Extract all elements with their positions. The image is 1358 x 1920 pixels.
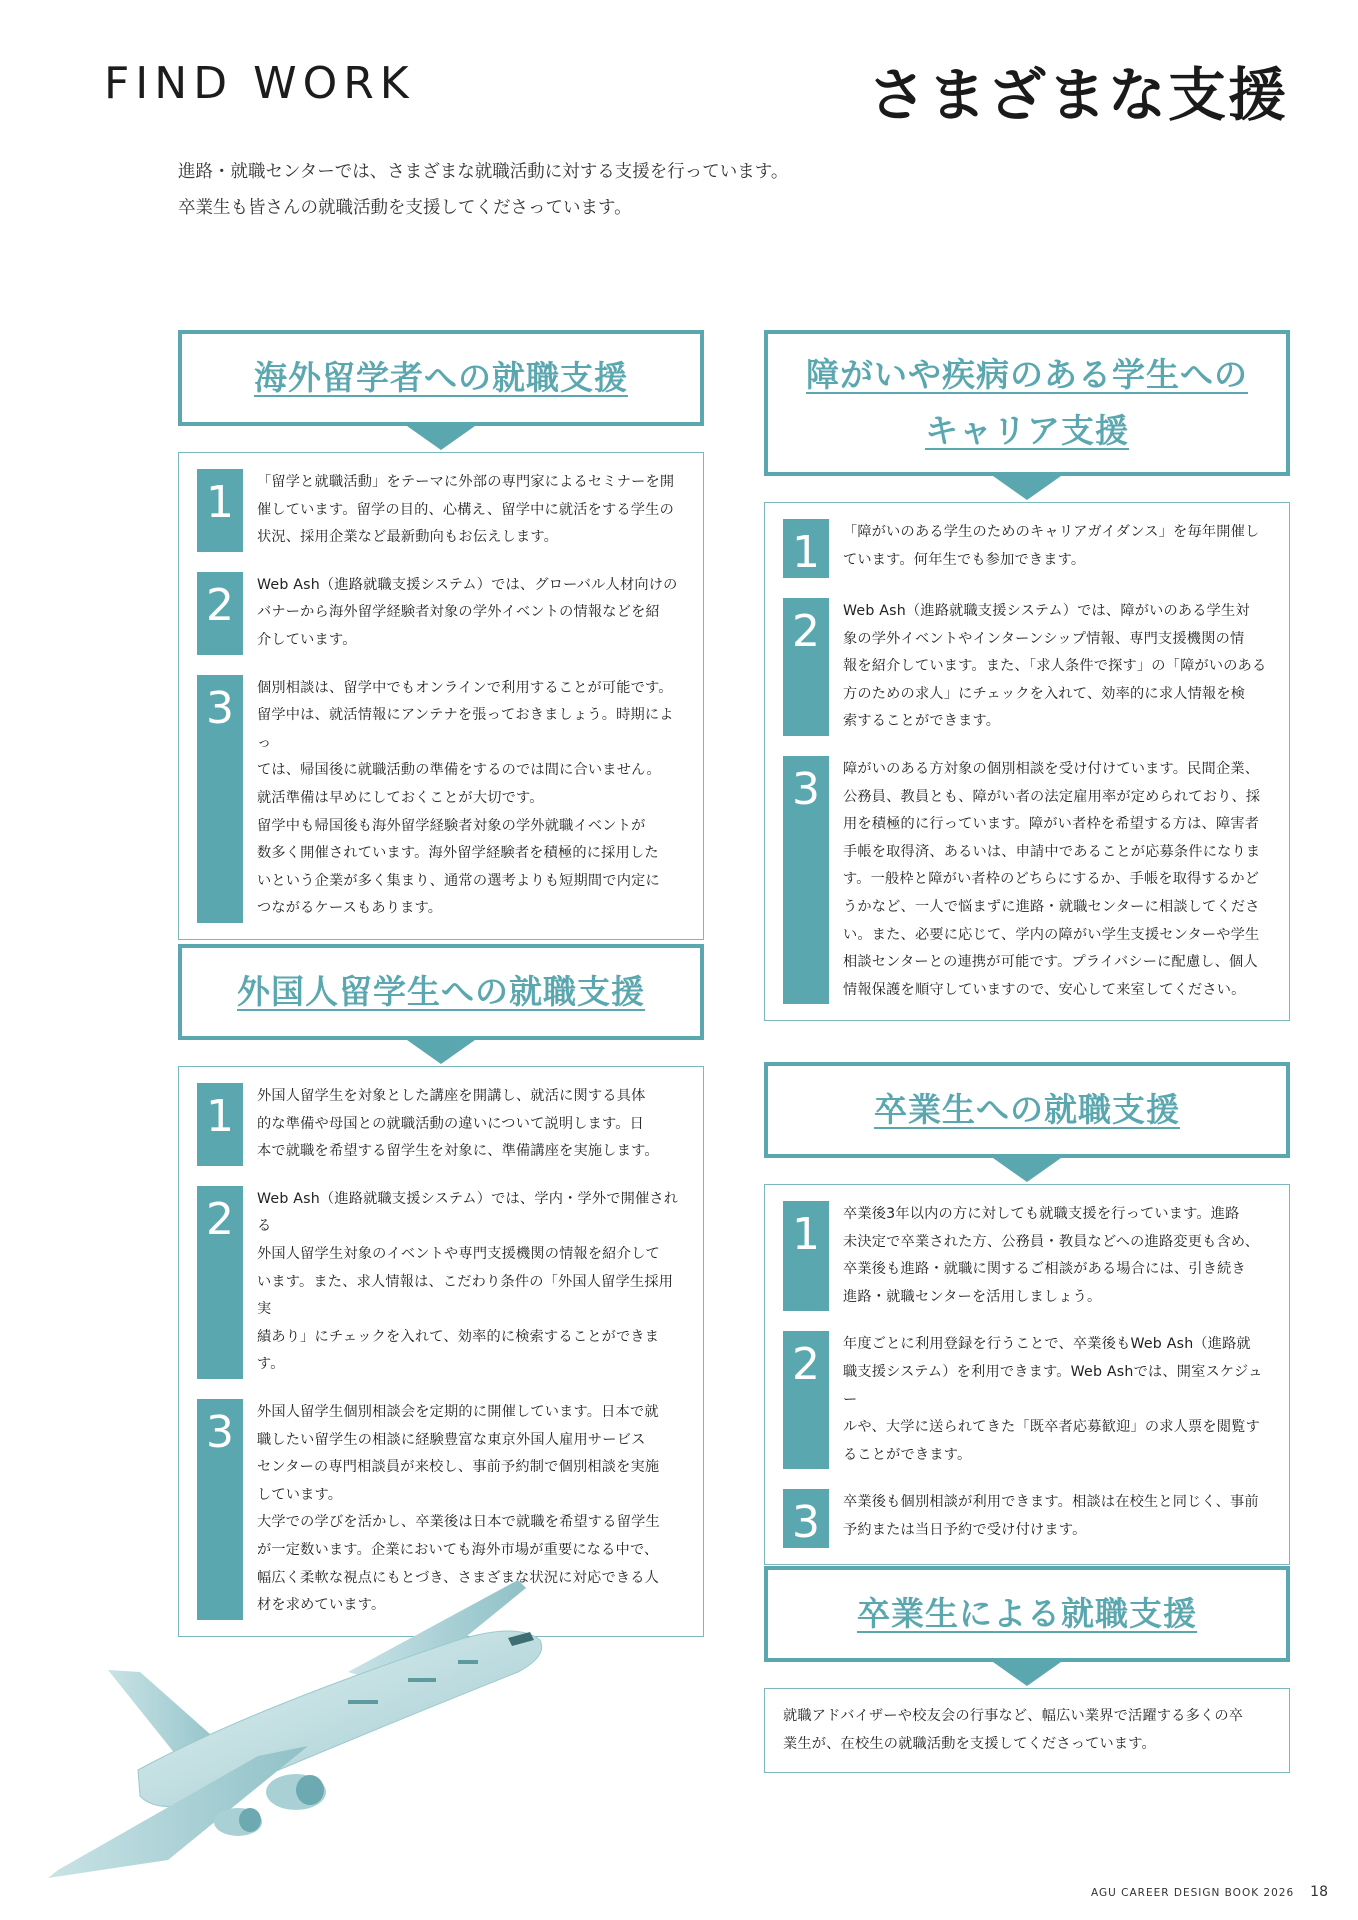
page-number: 18 <box>1310 1884 1328 1900</box>
section-overseas <box>178 330 704 940</box>
book-title: AGU CAREER DESIGN BOOK 2026 <box>1090 1887 1295 1899</box>
item-text: 「留学と就職活動」をテーマに外部の専門家によるセミナーを開 催しています。留学の目的、心構え、留学中に就活をする学生の 状況、採用企業など最新動向もお伝えします。 <box>257 474 675 546</box>
item-number: 1 <box>197 469 243 552</box>
section-heading <box>764 1062 1290 1158</box>
intro-line: 卒業生も皆さんの就職活動を支援してくださっています。 <box>178 198 632 218</box>
list-item <box>197 1186 685 1379</box>
item-text: 「障がいのある学生のためのキャリアガイダンス」を毎年開催し ています。何年生でも参加できます。 <box>843 524 1260 568</box>
section-heading <box>764 1566 1290 1662</box>
item-text: 外国人留学生を対象とした講座を開講し、就活に関する具体 的な準備や母国との就職活動の違いについて説明します。日 本で就職を希望する留学生を対象に、準備講座を実施します。 <box>257 1088 659 1160</box>
section-heading <box>178 944 704 1040</box>
item-text: 外国人留学生個別相談会を定期的に開催しています。日本で就 職したい留学生の相談に経験豊富な東京外国人雇用サービス センターの専門相談員が来校し、事前予約制で個別相談を実施 しています。 大学での学びを活かし、卒業後は日本で就職を希望する留学生 が一定数います。企業においても海外市場が重要になる中で、 幅広く柔軟な視点にもとづき、さまざまな状況に対応できる人 材を求めています。 <box>257 1403 660 1614</box>
item-text: Web Ash（進路就職支援システム）では、学内・学外で開催される 外国人留学生対象のイベントや専門支援機関の情報を紹介して います。また、求人情報は、こだわり条件の「外国人留学生採用実 績あり」にチェックを入れて、効率的に検索することができます。 <box>257 1190 679 1373</box>
item-text: 就職アドバイザーや校友会の行事など、幅広い業界で活躍する多くの卒 業生が、在校生の就職活動を支援してくださっています。 <box>783 1708 1244 1752</box>
item-number: 3 <box>783 756 829 1004</box>
list-item <box>783 519 1271 578</box>
section-foreign <box>178 944 704 1637</box>
intro-line: 進路・就職センターでは、さまざまな就職活動に対する支援を行っています。 <box>178 162 789 182</box>
pointer-arrow <box>407 426 475 450</box>
section-body <box>764 1688 1290 1773</box>
section-title-line2: キャリア支援 <box>925 411 1129 450</box>
item-text: Web Ash（進路就職支援システム）では、グローバル人材向けの バナーから海外留学経験者対象の学外イベントの情報などを紹 介しています。 <box>257 576 678 648</box>
page-footer <box>1091 1884 1328 1900</box>
item-text: 卒業後3年以内の方に対しても就職支援を行っています。進路 未決定で卒業された方、公務員・教員などへの進路変更も含め、 卒業後も進路・就職に関するご相談がある場合には、引き続き 進路・就職センターを活用しましょう。 <box>843 1206 1260 1305</box>
section-graduates <box>764 1062 1290 1565</box>
item-number: 2 <box>197 1186 243 1379</box>
section-body <box>178 1066 704 1637</box>
list-item <box>783 1489 1271 1548</box>
item-number: 3 <box>783 1489 829 1548</box>
intro-text <box>178 154 788 226</box>
item-text: 障がいのある方対象の個別相談を受け付けています。民間企業、 公務員、教員とも、障がい者の法定雇用率が定められており、採 用を積極的に行っています。障がい者枠を希望する方は、障害者 手帳を取得済、あるいは、申請中であることが応募条件になりま す。一般枠と障がい者枠のどちらにするか、手帳を取得するかど うかなど、一人で悩まずに進路・就職センターに相談してくださ い。また、必要に応じて、学内の障がい学生支援センターや学生 相談センターとの連携が可能です。プライバシーに配慮し、個人 情報保護を順守していますので、安心して来室してください。 <box>843 760 1261 998</box>
item-number: 2 <box>783 598 829 736</box>
list-item <box>197 675 685 923</box>
airplane-illustration <box>48 1560 628 1880</box>
item-number: 1 <box>783 1201 829 1311</box>
section-title-line1: 障がいや疾病のある学生への <box>806 355 1248 394</box>
page-title: さまざまな支援 <box>867 61 1288 129</box>
pointer-arrow <box>993 476 1061 500</box>
item-text: Web Ash（進路就職支援システム）では、障がいのある学生対 象の学外イベントやインターンシップ情報、専門支援機関の情 報を紹介しています。また、「求人条件で探す」の「障がいのある 方のための求人」にチェックを入れて、効率的に求人情報を検 索することができます。 <box>843 603 1267 730</box>
section-body <box>178 452 704 940</box>
section-title: 卒業生への就職支援 <box>874 1090 1180 1129</box>
item-number: 3 <box>197 675 243 923</box>
list-item <box>783 1331 1271 1469</box>
section-disability <box>764 330 1290 1021</box>
section-heading <box>178 330 704 426</box>
item-number: 1 <box>783 519 829 578</box>
section-body <box>764 1184 1290 1565</box>
item-number: 2 <box>783 1331 829 1469</box>
eyebrow-find-work: FIND WORK <box>104 58 415 109</box>
list-item <box>783 756 1271 1004</box>
item-number: 1 <box>197 1083 243 1166</box>
item-number: 3 <box>197 1399 243 1620</box>
item-text: 卒業後も個別相談が利用できます。相談は在校生と同じく、事前 予約または当日予約で受け付けます。 <box>843 1494 1259 1538</box>
pointer-arrow <box>407 1040 475 1064</box>
pointer-arrow <box>993 1158 1061 1182</box>
section-body <box>764 502 1290 1021</box>
list-item <box>197 469 685 552</box>
item-number: 2 <box>197 572 243 655</box>
section-alumni <box>764 1566 1290 1773</box>
item-text: 年度ごとに利用登録を行うことで、卒業後もWeb Ash（進路就 職支援システム）を利用できます。Web Ashでは、開室スケジュー ルや、大学に送られてきた「既卒者応募歓迎」の求人票を閲覧す ることができます。 <box>843 1336 1263 1463</box>
list-item <box>783 1201 1271 1311</box>
pointer-arrow <box>993 1662 1061 1686</box>
section-title: 卒業生による就職支援 <box>857 1594 1197 1633</box>
section-heading <box>764 330 1290 476</box>
item-text: 個別相談は、留学中でもオンラインで利用することが可能です。 留学中は、就活情報にアンテナを張っておきましょう。時期によっ ては、帰国後に就職活動の準備をするのでは間に合いません。 就活準備は早めにしておくことが大切です。 留学中も帰国後も海外留学経験者対象の学外就職イベントが 数多く開催されています。海外留学経験者を積極的に採用した いという企業が多く集まり、通常の選考よりも短期間で内定に つながるケースもあります。 <box>257 679 674 917</box>
list-item <box>197 572 685 655</box>
section-title: 外国人留学生への就職支援 <box>237 972 645 1011</box>
list-item <box>197 1083 685 1166</box>
section-title: 海外留学者への就職支援 <box>254 358 628 397</box>
list-item <box>783 598 1271 736</box>
